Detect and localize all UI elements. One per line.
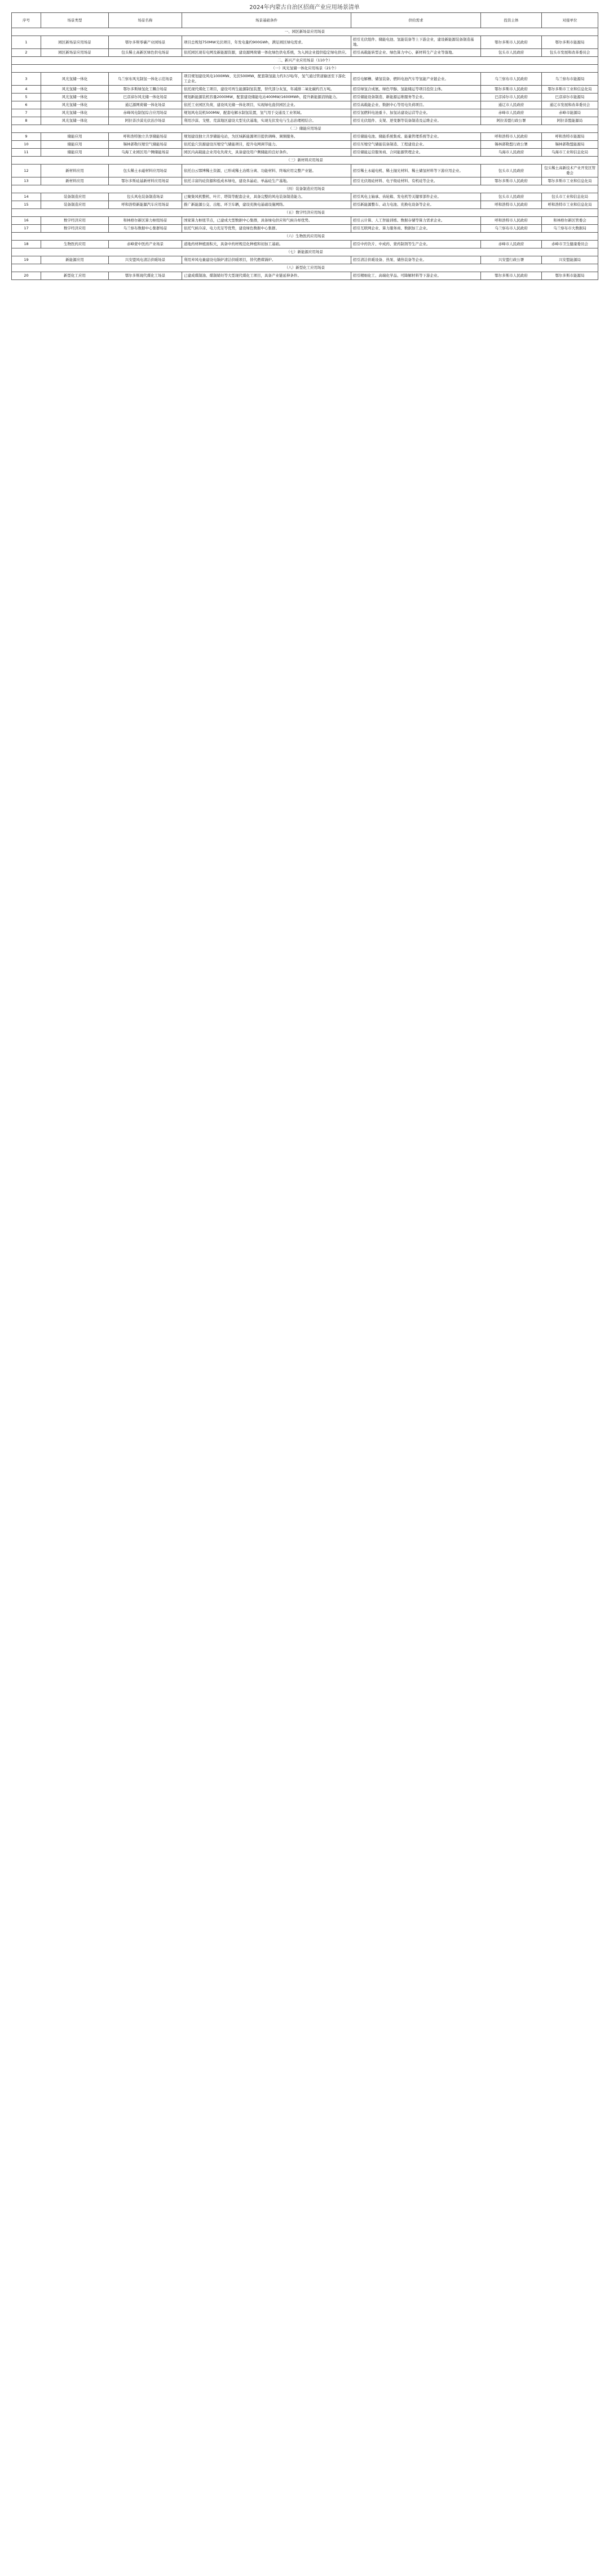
table-row xyxy=(12,217,598,225)
row-contact-unit: 乌海市工业和信息化局 xyxy=(542,149,598,157)
row-category: 风光氢储一体化 xyxy=(41,117,109,125)
row-investor: 呼和浩特市人民政府 xyxy=(481,133,542,141)
row-investor: 锡林郭勒盟行政公署 xyxy=(481,141,542,149)
row-number: 3 xyxy=(12,73,41,86)
section-row xyxy=(12,125,598,133)
row-contact-unit: 赤峰市能源局 xyxy=(542,109,598,117)
row-number: 6 xyxy=(12,101,41,109)
table-row xyxy=(12,73,598,86)
row-contact-unit: 呼和浩特市工业和信息化局 xyxy=(542,201,598,209)
row-investor: 呼和浩特市人民政府 xyxy=(481,217,542,225)
row-scenario-name: 乌兰察布风光制氢一体化示范场景 xyxy=(109,73,182,86)
row-basic-conditions: 利用沙漠、戈壁、荒漠地区建设大型光伏基地，实现光伏发电与生态治理相结合。 xyxy=(182,117,351,125)
table-body xyxy=(12,28,598,280)
row-investor: 乌兰察布市人民政府 xyxy=(481,73,542,86)
row-investor: 鄂尔多斯市人民政府 xyxy=(481,36,542,49)
row-scenario-name: 锡林郭勒压缩空气储能场景 xyxy=(109,141,182,149)
row-supply-demand: 招引光伏组件、支架、逆变器等装备制造及运维企业。 xyxy=(351,117,481,125)
row-supply-demand: 招引绿氢合成氨、绿色甲醇、氢能储运等项目投资主体。 xyxy=(351,86,481,94)
row-contact-unit: 鄂尔多斯市能源局 xyxy=(542,272,598,280)
scenario-table xyxy=(11,12,598,280)
row-investor: 乌海市人民政府 xyxy=(481,149,542,157)
table-row xyxy=(12,272,598,280)
row-contact-unit: 包头稀土高新技术产业开发区管委会 xyxy=(542,165,598,177)
table-row xyxy=(12,49,598,57)
row-contact-unit: 包头市发展和改革委员会 xyxy=(542,49,598,57)
row-investor: 赤峰市人民政府 xyxy=(481,241,542,248)
row-category: 新能源应用 xyxy=(41,256,109,264)
row-category: 新型化工应用 xyxy=(41,272,109,280)
row-basic-conditions: 依托现代煤化工项目，建设可再生能源制氢装置，替代部分灰氢，年减排二氧化碳约百万吨。 xyxy=(182,86,351,94)
row-supply-demand: 招引新能源整车、动力电池、充换电设备等企业。 xyxy=(351,201,481,209)
row-contact-unit: 通辽市发展和改革委员会 xyxy=(542,101,598,109)
row-scenario-name: 呼和浩特新能源汽车应用场景 xyxy=(109,201,182,209)
row-category: 风光氢储一体化 xyxy=(41,109,109,117)
row-category: 储能应用 xyxy=(41,133,109,141)
row-investor: 通辽市人民政府 xyxy=(481,101,542,109)
row-category: 风光氢储一体化 xyxy=(41,73,109,86)
section-label: （二）储能应用场景 xyxy=(12,125,598,133)
row-scenario-name: 乌兰察布数据中心集群场景 xyxy=(109,225,182,233)
row-investor: 呼和浩特市人民政府 xyxy=(481,201,542,209)
row-number: 16 xyxy=(12,217,41,225)
row-scenario-name: 包头稀土高新区绿色供电场景 xyxy=(109,49,182,57)
row-basic-conditions: 利用弃风电量建设电锅炉清洁供暖项目，替代燃煤锅炉。 xyxy=(182,256,351,264)
row-supply-demand: 招引互联网企业、算力服务商、数据加工企业。 xyxy=(351,225,481,233)
header-gov: 投资主体 xyxy=(481,13,542,28)
row-number: 14 xyxy=(12,193,41,201)
row-supply-demand: 招引风电主轴承、齿轮箱、发电机等关键零部件企业。 xyxy=(351,193,481,201)
row-category: 风光氢储一体化 xyxy=(41,94,109,101)
row-category: 生物医药应用 xyxy=(41,241,109,248)
row-supply-demand: 招引光伏级硅材料、电子级硅材料、有机硅等企业。 xyxy=(351,177,481,185)
section-row xyxy=(12,157,598,165)
row-basic-conditions: 项目总规划750MW光伏项目，年发电量约900GWh，满足园区绿电需求。 xyxy=(182,36,351,49)
row-scenario-name: 鄂尔多斯零碳产业园场景 xyxy=(109,36,182,49)
row-number: 19 xyxy=(12,256,41,264)
table-row xyxy=(12,141,598,149)
row-supply-demand: 招引云计算、人工智能训练、数据存储等算力需求企业。 xyxy=(351,217,481,225)
row-category: 风光氢储一体化 xyxy=(41,101,109,109)
row-basic-conditions: 推广新能源公交、出租、环卫车辆，建设充换电基础设施网络。 xyxy=(182,201,351,209)
row-category: 储能应用 xyxy=(41,149,109,157)
row-scenario-name: 乌海工业园区用户侧储能场景 xyxy=(109,149,182,157)
row-supply-demand: 招引高载能转型企业、绿色算力中心、新材料生产企业等落地。 xyxy=(351,49,481,57)
row-supply-demand: 招引储能设备制造、新能源运维服务等企业。 xyxy=(351,94,481,101)
section-label: （四）装备制造应用场景 xyxy=(12,185,598,193)
row-basic-conditions: 依托盐穴资源建设压缩空气储能项目，提升电网调节能力。 xyxy=(182,141,351,149)
section-label: （一）风光氢储一体化应用场景（21个） xyxy=(12,65,598,73)
row-scenario-name: 鄂尔多斯绿氢化工耦合场景 xyxy=(109,86,182,94)
row-investor: 赤峰市人民政府 xyxy=(481,109,542,117)
section-label: （七）新能源应用场景 xyxy=(12,248,598,256)
section-row xyxy=(12,185,598,193)
section-row xyxy=(12,233,598,241)
row-contact-unit: 鄂尔多斯市能源局 xyxy=(542,36,598,49)
row-supply-demand: 招引压缩空气储能装备制造、工程建设企业。 xyxy=(351,141,481,149)
row-basic-conditions: 项目规划建设风电1000MW、光伏500MW，配套制氢能力约3万吨/年，氢气通过管道输送至下游化工企业。 xyxy=(182,73,351,86)
row-category: 数字经济应用 xyxy=(41,225,109,233)
row-contact-unit: 呼和浩特市能源局 xyxy=(542,133,598,141)
section-row xyxy=(12,57,598,65)
row-scenario-name: 鄂尔多斯硅基新材料应用场景 xyxy=(109,177,182,185)
row-basic-conditions: 依托丰富的硅资源和低成本绿电，建设多晶硅、单晶硅生产基地。 xyxy=(182,177,351,185)
row-basic-conditions: 依托气候冷凉、电力充足等优势，建设绿色数据中心集群。 xyxy=(182,225,351,233)
row-category: 装备制造应用 xyxy=(41,201,109,209)
row-investor: 包头市人民政府 xyxy=(481,49,542,57)
section-label: 二、新兴产业应用场景（110个） xyxy=(12,57,598,65)
table-row xyxy=(12,133,598,141)
section-label: （五）数字经济应用场景 xyxy=(12,209,598,217)
row-number: 11 xyxy=(12,149,41,157)
header-terms: 供给需求 xyxy=(351,13,481,28)
table-row xyxy=(12,241,598,248)
row-number: 8 xyxy=(12,117,41,125)
row-category: 新材料应用 xyxy=(41,177,109,185)
row-category: 装备制造应用 xyxy=(41,193,109,201)
row-investor: 包头市人民政府 xyxy=(481,193,542,201)
row-contact-unit: 阿拉善盟能源局 xyxy=(542,117,598,125)
row-category: 数字经济应用 xyxy=(41,217,109,225)
section-row xyxy=(12,65,598,73)
table-row xyxy=(12,86,598,94)
table-row xyxy=(12,193,598,201)
row-number: 13 xyxy=(12,177,41,185)
row-contact-unit: 锡林郭勒盟能源局 xyxy=(542,141,598,149)
section-label: 一、园区新场景应用场景 xyxy=(12,28,598,36)
row-scenario-name: 通辽源网荷储一体化场景 xyxy=(109,101,182,109)
row-scenario-name: 和林格尔新区算力枢纽场景 xyxy=(109,217,182,225)
row-contact-unit: 鄂尔多斯市工业和信息化局 xyxy=(542,86,598,94)
section-row xyxy=(12,248,598,256)
row-basic-conditions: 已聚集风机整机、叶片、塔筒等配套企业，具备完整的风电装备制造能力。 xyxy=(182,193,351,201)
row-basic-conditions: 园区内高载能企业用电负荷大，具备建设用户侧储能的良好条件。 xyxy=(182,149,351,157)
row-supply-demand: 招引光伏组件、储能电池、氢能装备等上下游企业，建设新能源装备制造基地。 xyxy=(351,36,481,49)
row-scenario-name: 包头风电装备制造场景 xyxy=(109,193,182,201)
section-row xyxy=(12,264,598,272)
row-basic-conditions: 依托工业园区负荷，建设风光储一体化项目，实现绿电直供园区企业。 xyxy=(182,101,351,109)
row-contact-unit: 兴安盟能源局 xyxy=(542,256,598,264)
section-label: （八）新型化工应用场景 xyxy=(12,264,598,272)
row-investor: 包头市人民政府 xyxy=(481,165,542,177)
row-investor: 鄂尔多斯市人民政府 xyxy=(481,177,542,185)
row-investor: 阿拉善盟行政公署 xyxy=(481,117,542,125)
header-contact: 对接单位 xyxy=(542,13,598,28)
row-basic-conditions: 道地药材种植面积大，具备中药材规范化种植和初加工基础。 xyxy=(182,241,351,248)
row-contact-unit: 赤峰市卫生健康委员会 xyxy=(542,241,598,248)
row-supply-demand: 招引清洁供暖设备、热泵、储热装备等企业。 xyxy=(351,256,481,264)
row-contact-unit: 巴彦淖尔市能源局 xyxy=(542,94,598,101)
row-scenario-name: 呼和浩特独立共享储能场景 xyxy=(109,133,182,141)
row-supply-demand: 招引电解槽、储氢装备、燃料电池汽车等氢能产业链企业。 xyxy=(351,73,481,86)
row-supply-demand: 招引中药饮片、中成药、蒙药制剂等生产企业。 xyxy=(351,241,481,248)
row-number: 5 xyxy=(12,94,41,101)
row-supply-demand: 招引高载能企业、数据中心等用电负荷项目。 xyxy=(351,101,481,109)
row-scenario-name: 赤峰风电制氢综合应用场景 xyxy=(109,109,182,117)
table-row xyxy=(12,165,598,177)
row-investor: 巴彦淖尔市人民政府 xyxy=(481,94,542,101)
row-basic-conditions: 已建成煤制油、煤制烯烃等大型现代煤化工项目，具备产业链延伸条件。 xyxy=(182,272,351,280)
header-basic: 场景基础条件 xyxy=(182,13,351,28)
table-row xyxy=(12,36,598,49)
row-supply-demand: 招引精细化工、高端化学品、可降解材料等下游企业。 xyxy=(351,272,481,280)
row-number: 4 xyxy=(12,86,41,94)
row-category: 风光氢储一体化 xyxy=(41,86,109,94)
section-row xyxy=(12,209,598,217)
table-row xyxy=(12,201,598,209)
row-supply-demand: 招引氢燃料电池重卡、加氢站建设运营等企业。 xyxy=(351,109,481,117)
row-basic-conditions: 规划风电装机500MW，配套电解水制氢装置，氢气用于交通及工业领域。 xyxy=(182,109,351,117)
row-scenario-name: 巴彦淖尔风光储一体化场景 xyxy=(109,94,182,101)
row-contact-unit: 和林格尔新区管委会 xyxy=(542,217,598,225)
row-investor: 鄂尔多斯市人民政府 xyxy=(481,86,542,94)
row-category: 新材料应用 xyxy=(41,165,109,177)
section-row xyxy=(12,28,598,36)
section-label: （六）生物医药应用场景 xyxy=(12,233,598,241)
row-number: 15 xyxy=(12,201,41,209)
row-investor: 鄂尔多斯市人民政府 xyxy=(481,272,542,280)
row-supply-demand: 招引稀土永磁电机、稀土抛光材料、稀土储氢材料等下游应用企业。 xyxy=(351,165,481,177)
table-row xyxy=(12,149,598,157)
row-number: 1 xyxy=(12,36,41,49)
row-supply-demand: 招引储能电池、储能系统集成、能量管理系统等企业。 xyxy=(351,133,481,141)
table-row xyxy=(12,225,598,233)
row-number: 9 xyxy=(12,133,41,141)
table-row xyxy=(12,94,598,101)
table-row xyxy=(12,177,598,185)
row-basic-conditions: 规划建设独立共享储能电站，为区域新能源项目提供调峰、调频服务。 xyxy=(182,133,351,141)
table-row xyxy=(12,256,598,264)
row-scenario-name: 鄂尔多斯现代煤化工场景 xyxy=(109,272,182,280)
row-number: 17 xyxy=(12,225,41,233)
row-contact-unit: 乌兰察布市大数据局 xyxy=(542,225,598,233)
row-category: 园区新场景应用场景 xyxy=(41,36,109,49)
row-supply-demand: 招引储能运营服务商、合同能源管理企业。 xyxy=(351,149,481,157)
table-row xyxy=(12,117,598,125)
section-label: （三）新材料应用场景 xyxy=(12,157,598,165)
row-basic-conditions: 依托园区现有电网及新能源资源，建设源网荷储一体化绿色供电系统，为入园企业提供稳定绿电供应。 xyxy=(182,49,351,57)
row-number: 2 xyxy=(12,49,41,57)
row-number: 12 xyxy=(12,165,41,177)
row-scenario-name: 兴安盟风电清洁供暖场景 xyxy=(109,256,182,264)
document-title: 2024年内蒙古自治区招商产业应用场景清单 xyxy=(249,5,360,11)
row-category: 园区新场景应用场景 xyxy=(41,49,109,57)
row-scenario-name: 赤峰蒙中医药产业场景 xyxy=(109,241,182,248)
row-contact-unit: 乌兰察布市能源局 xyxy=(542,73,598,86)
row-number: 20 xyxy=(12,272,41,280)
row-investor: 兴安盟行政公署 xyxy=(481,256,542,264)
row-number: 7 xyxy=(12,109,41,117)
header-row xyxy=(12,13,598,28)
row-basic-conditions: 依托白云鄂博稀土资源，已形成稀土冶炼分离、功能材料、终端应用完整产业链。 xyxy=(182,165,351,177)
row-scenario-name: 包头稀土永磁材料应用场景 xyxy=(109,165,182,177)
row-basic-conditions: 规划新能源装机容量2000MW，配套建设储能电站400MW/1600MWh，提升新能源消纳能力。 xyxy=(182,94,351,101)
row-number: 18 xyxy=(12,241,41,248)
table-row xyxy=(12,101,598,109)
row-basic-conditions: 国家算力枢纽节点，已建成大型数据中心集群，具备绿电供应和气候冷却优势。 xyxy=(182,217,351,225)
header-no: 序号 xyxy=(12,13,41,28)
row-contact-unit: 包头市工业和信息化局 xyxy=(542,193,598,201)
row-investor: 乌兰察布市人民政府 xyxy=(481,225,542,233)
row-scenario-name: 阿拉善沙漠光伏治沙场景 xyxy=(109,117,182,125)
table-row xyxy=(12,109,598,117)
header-category: 场景类型 xyxy=(41,13,109,28)
row-category: 储能应用 xyxy=(41,141,109,149)
header-name: 场景名称 xyxy=(109,13,182,28)
row-contact-unit: 鄂尔多斯市工业和信息化局 xyxy=(542,177,598,185)
row-number: 10 xyxy=(12,141,41,149)
